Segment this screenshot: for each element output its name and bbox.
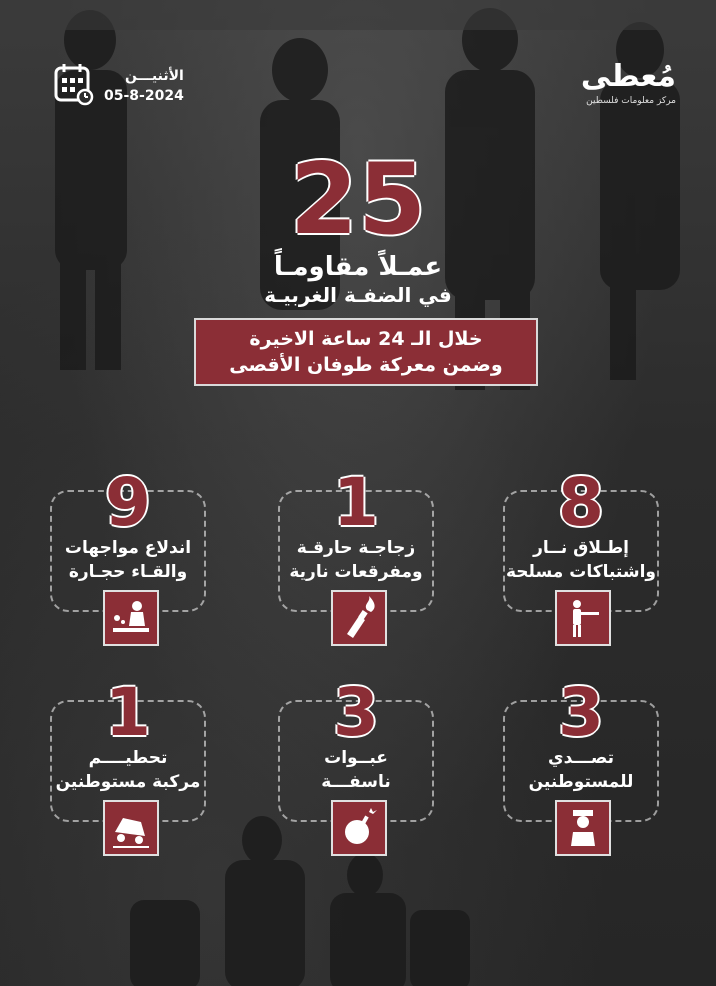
- stat-label: [505, 536, 657, 584]
- stat-label: [280, 746, 432, 794]
- stat-label: [505, 746, 657, 794]
- brand-logo: [580, 59, 676, 106]
- stone-throw-icon: [103, 590, 159, 646]
- stat-label-line2: والقـاء حجـارة: [68, 562, 188, 582]
- headline-line1: عمـلاً مقاومـاً: [273, 252, 443, 282]
- stat-label: [280, 536, 432, 584]
- stat-label-line2: ومفرقعات نارية: [289, 562, 423, 582]
- period-banner: [194, 318, 538, 386]
- stat-count: 3: [558, 674, 604, 751]
- stat-label: [52, 536, 204, 584]
- stat-label-line1: زجاجـة حارقـة: [296, 538, 416, 558]
- headline-line2: في الضفـة الغربيـة: [264, 283, 452, 307]
- logo-name: مُعطى: [580, 59, 676, 94]
- stat-label-line1: عبــوات: [324, 748, 388, 768]
- total-count: 25: [289, 143, 427, 257]
- stat-label-line2: للمستوطنين: [528, 772, 634, 792]
- settler-icon: [555, 800, 611, 856]
- molotov-icon: [331, 590, 387, 646]
- stat-count: 3: [333, 674, 379, 751]
- day-label: الأثنيـــن: [124, 68, 184, 84]
- calendar-icon: [54, 62, 94, 110]
- banner-line2: وضمن معركة طوفان الأقصى: [229, 354, 503, 376]
- date-block: [54, 62, 184, 110]
- stat-label-line2: مركبة مستوطنين: [55, 772, 201, 792]
- stat-label: [52, 746, 204, 794]
- stat-label-line1: تحطيــــم: [88, 748, 168, 768]
- stat-label-line1: إطـلاق نــار: [533, 538, 629, 558]
- wrecked-car-icon: [103, 800, 159, 856]
- stat-label-line1: اندلاع مواجهات: [64, 538, 192, 558]
- shooter-icon: [555, 590, 611, 646]
- stat-count: 1: [105, 674, 151, 751]
- stat-label-line2: ناسفـــة: [321, 772, 391, 792]
- logo-subtitle: مركز معلومات فلسطين: [586, 96, 676, 106]
- stat-count: 9: [105, 464, 151, 541]
- stat-count: 1: [333, 464, 379, 541]
- stat-count: 8: [558, 464, 604, 541]
- bomb-icon: [331, 800, 387, 856]
- banner-line1: خلال الـ 24 ساعة الاخيرة: [249, 328, 483, 350]
- date-label: 05-8-2024: [104, 88, 184, 104]
- stat-label-line1: تصـــدي: [548, 748, 614, 768]
- stat-label-line2: واشتباكات مسلحة: [506, 562, 656, 582]
